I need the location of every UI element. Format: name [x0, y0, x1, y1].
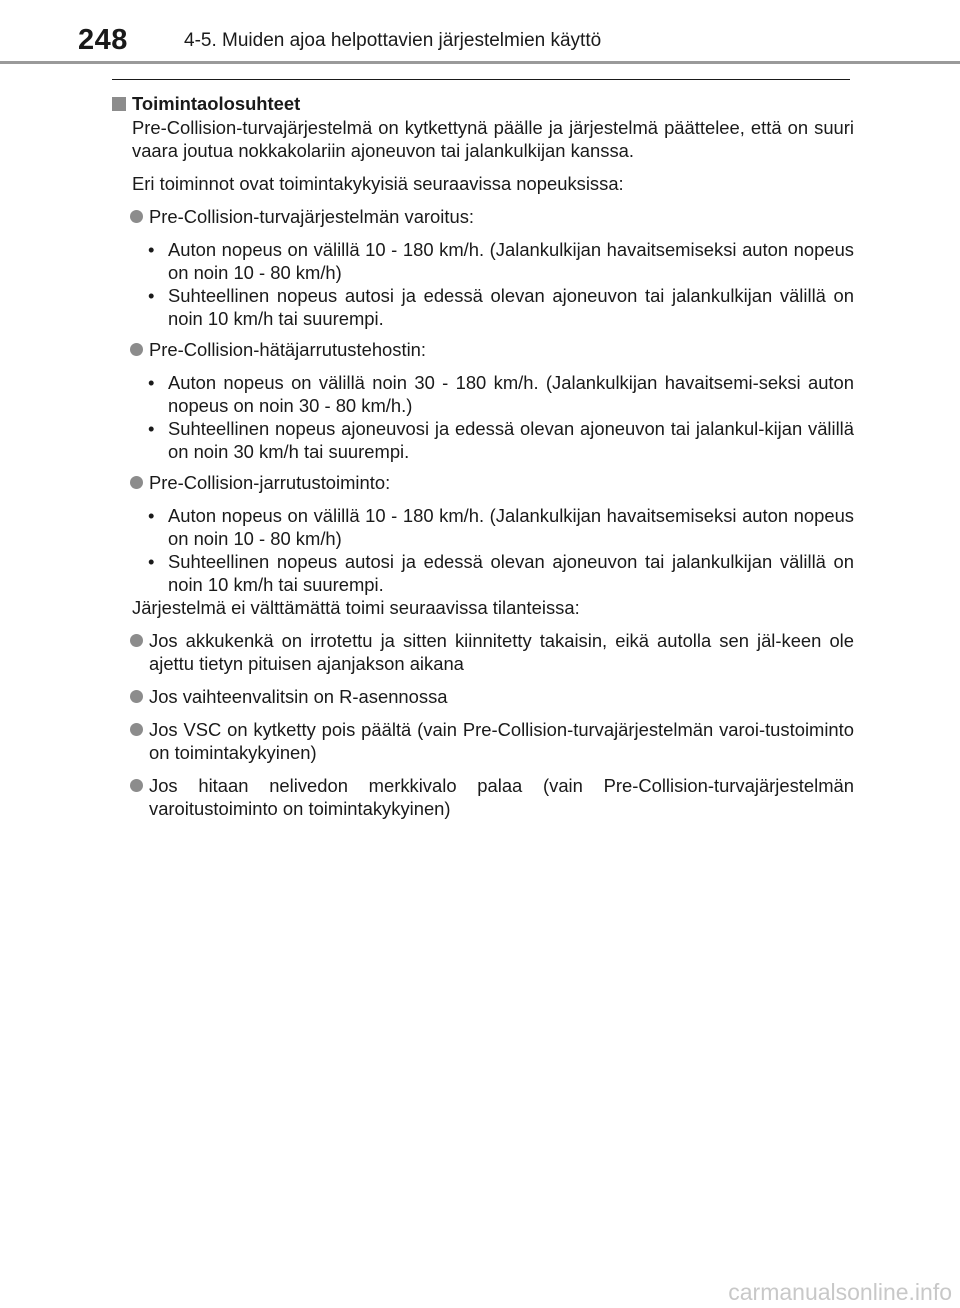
function-item	[130, 338, 854, 361]
dot-bullet-icon: •	[148, 239, 155, 260]
function-title: Pre-Collision-hätäjarrutustehostin:	[149, 339, 427, 360]
speeds-intro: Eri toiminnot ovat toimintakykyisiä seuraavissa nopeuksissa:	[132, 173, 624, 194]
situation-text: Jos VSC on kytketty pois päältä (vain Pre-Collision-turvajärjestelmän varoi-tustoiminto on toimintakykyinen)	[149, 719, 854, 763]
situation-item	[130, 718, 854, 764]
chapter-title: 4-5. Muiden ajoa helpottavien järjestelmien käyttö	[184, 30, 602, 51]
section-heading-text: Toimintaolosuhteet	[132, 93, 301, 114]
bullet-item	[148, 238, 854, 284]
situation-item	[130, 629, 854, 675]
section-rule	[112, 79, 850, 80]
bullet-item	[148, 371, 854, 417]
dot-bullet-icon: •	[148, 418, 155, 439]
watermark: carmanualsonline.info	[728, 1279, 952, 1305]
square-bullet-icon	[112, 97, 126, 111]
function-bullets	[148, 371, 854, 463]
bullet-item	[148, 550, 854, 596]
function-item	[130, 471, 854, 494]
dot-bullet-icon: •	[148, 551, 155, 572]
bullet-text: Auton nopeus on välillä 10 - 180 km/h. (Jalankulkijan havaitsemiseksi auton nopeus on noin 10 - 80 km/h)	[168, 505, 854, 549]
function-bullets	[148, 504, 854, 596]
situation-item	[130, 774, 854, 820]
section-heading	[112, 92, 854, 115]
circle-bullet-icon	[130, 634, 143, 647]
dot-bullet-icon: •	[148, 505, 155, 526]
circle-bullet-icon	[130, 723, 143, 736]
intro-paragraph: Pre-Collision-turvajärjestelmä on kytkettynä päälle ja järjestelmä päättelee, että on suuri vaara joutua nokkakolariin ajoneuvon tai jalankulkijan kanssa.	[132, 117, 854, 161]
bullet-item	[148, 284, 854, 330]
page-number: 248	[78, 24, 128, 56]
circle-bullet-icon	[130, 476, 143, 489]
bullet-text: Auton nopeus on välillä 10 - 180 km/h. (Jalankulkijan havaitsemiseksi auton nopeus on noin 10 - 80 km/h)	[168, 239, 854, 283]
page-header	[0, 0, 960, 66]
circle-bullet-icon	[130, 343, 143, 356]
main-content	[112, 92, 854, 830]
function-bullets	[148, 238, 854, 330]
function-title: Pre-Collision-turvajärjestelmän varoitus:	[149, 206, 475, 227]
function-title: Pre-Collision-jarrutustoiminto:	[149, 472, 391, 493]
dot-bullet-icon: •	[148, 285, 155, 306]
bullet-item	[148, 417, 854, 463]
header-rule	[0, 61, 960, 64]
bullet-text: Suhteellinen nopeus autosi ja edessä olevan ajoneuvon tai jalankulkijan välillä on noin 10 km/h tai suurempi.	[168, 285, 854, 329]
situation-item	[130, 685, 854, 708]
situation-text: Jos akkukenkä on irrotettu ja sitten kiinnitetty takaisin, eikä autolla sen jäl-keen ole ajettu tietyn pituisen ajanjakson aikana	[149, 630, 854, 674]
situation-text: Jos vaihteenvalitsin on R-asennossa	[149, 686, 448, 707]
function-item	[130, 205, 854, 228]
bullet-text: Suhteellinen nopeus autosi ja edessä olevan ajoneuvon tai jalankulkijan välillä on noin 10 km/h tai suurempi.	[168, 551, 854, 595]
circle-bullet-icon	[130, 210, 143, 223]
situation-text: Jos hitaan nelivedon merkkivalo palaa (vain Pre-Collision-turvajärjestelmän varoitustoiminto on toimintakykyinen)	[149, 775, 854, 819]
bullet-text: Suhteellinen nopeus ajoneuvosi ja edessä olevan ajoneuvon tai jalankul-kijan välillä on noin 30 km/h tai suurempi.	[168, 418, 854, 462]
circle-bullet-icon	[130, 690, 143, 703]
bullet-text: Auton nopeus on välillä noin 30 - 180 km/h. (Jalankulkijan havaitsemi-seksi auton nopeus on noin 30 - 80 km/h.)	[168, 372, 854, 416]
not-working-intro: Järjestelmä ei välttämättä toimi seuraavissa tilanteissa:	[132, 597, 580, 618]
circle-bullet-icon	[130, 779, 143, 792]
bullet-item	[148, 504, 854, 550]
dot-bullet-icon: •	[148, 372, 155, 393]
